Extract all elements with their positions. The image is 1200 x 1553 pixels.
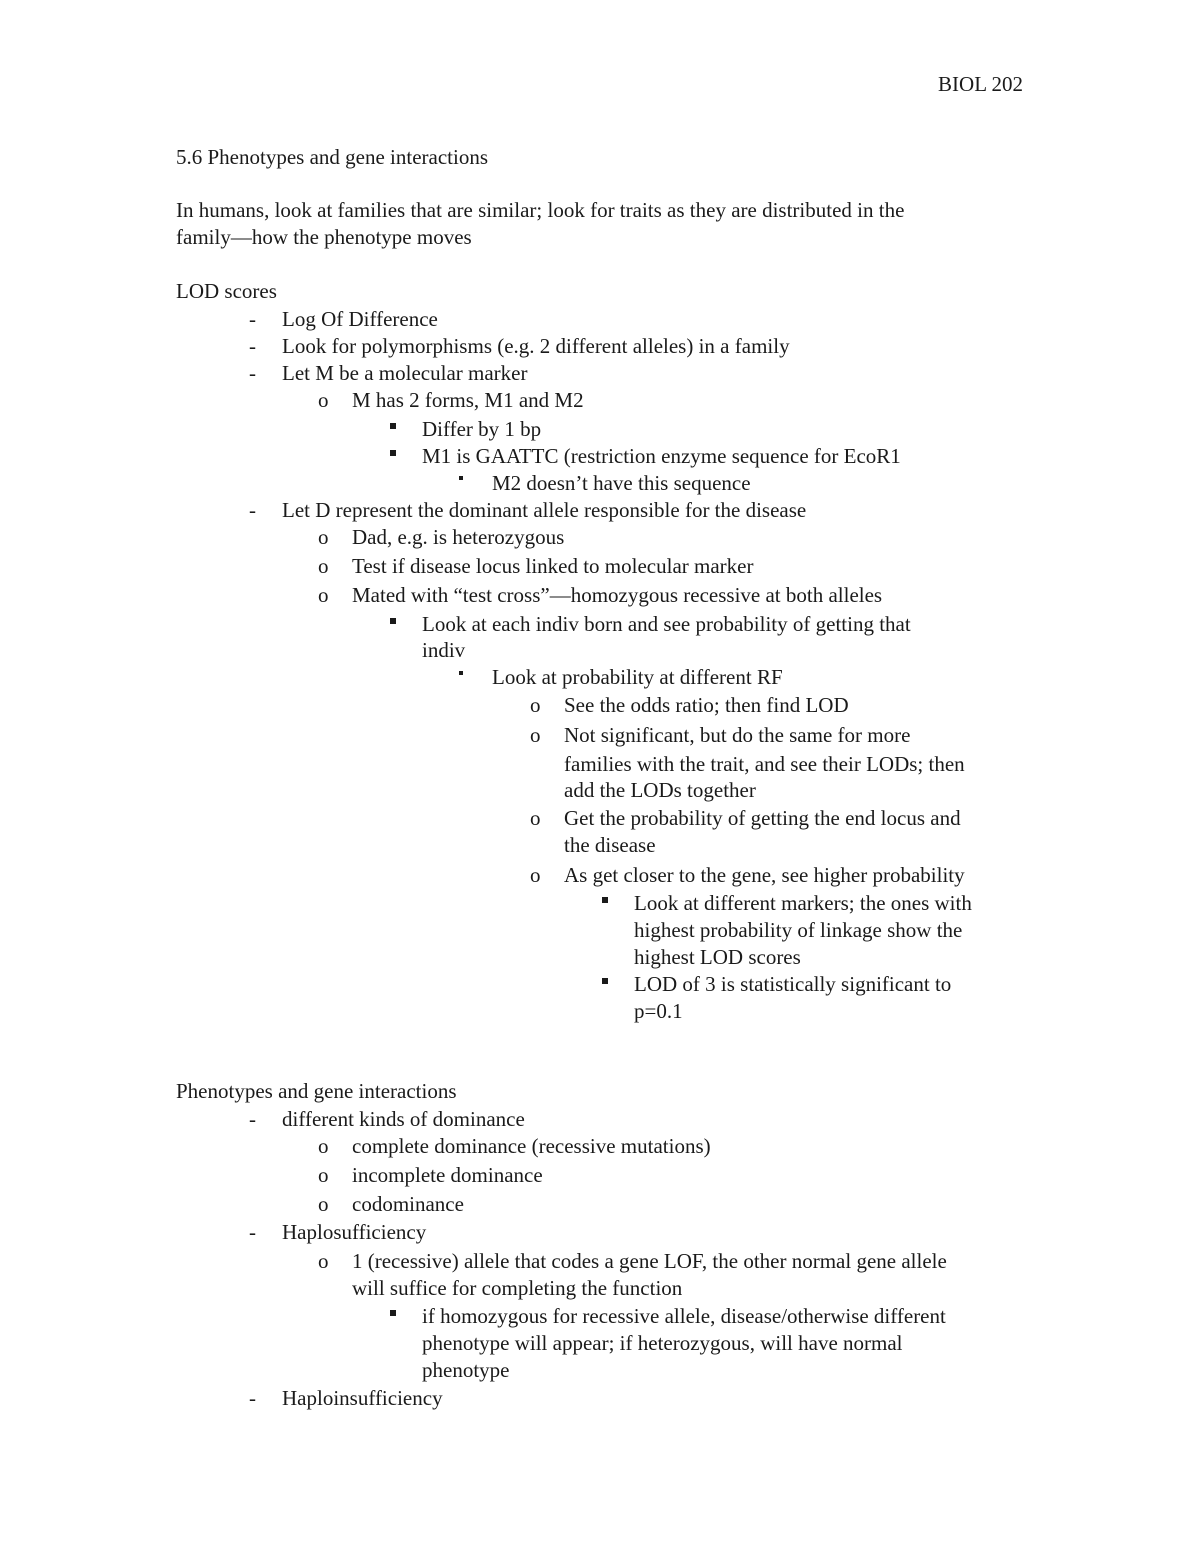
lod-odds-2-line-2: families with the trait, and see their LODs; then [564, 752, 965, 776]
pgi-item-2a1-line-3: phenotype [422, 1358, 510, 1382]
intro-line-2: family—how the phenotype moves [176, 225, 472, 249]
dash-marker: - [249, 1386, 256, 1410]
square-bullet [602, 978, 608, 984]
circle-bullet: o [530, 806, 541, 830]
pgi-item-2: Haplosufficiency [282, 1220, 427, 1244]
pgi-item-1: different kinds of dominance [282, 1107, 525, 1131]
pgi-heading: Phenotypes and gene interactions [176, 1079, 457, 1103]
lod-item-4: Let D represent the dominant allele responsible for the disease [282, 498, 807, 522]
square-bullet [390, 423, 396, 429]
section-title: 5.6 Phenotypes and gene interactions [176, 145, 489, 169]
lod-odds-3-line-2: the disease [564, 833, 656, 857]
lod-odds-4b-line-1: LOD of 3 is statistically significant to [634, 972, 952, 996]
pgi-item-1b: incomplete dominance [352, 1163, 543, 1187]
lod-item-4c1a: Look at probability at different RF [492, 665, 783, 689]
circle-bullet: o [318, 1192, 329, 1216]
small-square-bullet [459, 476, 463, 480]
lod-item-2: Look for polymorphisms (e.g. 2 different alleles) in a family [282, 334, 790, 358]
lod-heading: LOD scores [176, 279, 277, 303]
lod-item-3a: M has 2 forms, M1 and M2 [352, 388, 584, 412]
pgi-item-2a-line-2: will suffice for completing the function [352, 1276, 683, 1300]
lod-odds-1: See the odds ratio; then find LOD [564, 693, 849, 717]
lod-odds-3-line-1: Get the probability of getting the end locus and [564, 806, 961, 830]
lod-odds-4a-line-2: highest probability of linkage show the [634, 918, 963, 942]
small-square-bullet [459, 671, 463, 675]
dash-marker: - [249, 334, 256, 358]
pgi-item-2a-line-1: 1 (recessive) allele that codes a gene LOF, the other normal gene allele [352, 1249, 947, 1273]
circle-bullet: o [318, 554, 329, 578]
lod-item-4b: Test if disease locus linked to molecular marker [352, 554, 754, 578]
lod-item-4a: Dad, e.g. is heterozygous [352, 525, 565, 549]
square-bullet [602, 897, 608, 903]
intro-line-1: In humans, look at families that are similar; look for traits as they are distributed in the [176, 198, 905, 222]
lod-odds-4a-line-1: Look at different markers; the ones with [634, 891, 972, 915]
lod-item-4c1-line-2: indiv [422, 638, 466, 662]
dash-marker: - [249, 1220, 256, 1244]
pgi-item-3: Haploinsufficiency [282, 1386, 443, 1410]
lod-item-4c1-line-1: Look at each indiv born and see probability of getting that [422, 612, 911, 636]
dash-marker: - [249, 307, 256, 331]
circle-bullet: o [318, 1134, 329, 1158]
lod-item-3a2a: M2 doesn’t have this sequence [492, 471, 751, 495]
circle-bullet: o [530, 693, 541, 717]
pgi-item-2a1-line-2: phenotype will appear; if heterozygous, will have normal [422, 1331, 903, 1355]
square-bullet [390, 618, 396, 624]
lod-odds-4a-line-3: highest LOD scores [634, 945, 801, 969]
lod-item-3a2: M1 is GAATTC (restriction enzyme sequence for EcoR1 [422, 444, 901, 468]
square-bullet [390, 1310, 396, 1316]
lod-odds-4: As get closer to the gene, see higher probability [564, 863, 965, 887]
pgi-item-1a: complete dominance (recessive mutations) [352, 1134, 711, 1158]
lod-item-3: Let M be a molecular marker [282, 361, 528, 385]
circle-bullet: o [530, 863, 541, 887]
dash-marker: - [249, 361, 256, 385]
circle-bullet: o [318, 1163, 329, 1187]
lod-item-1: Log Of Difference [282, 307, 438, 331]
pgi-item-1c: codominance [352, 1192, 464, 1216]
lod-item-3a1: Differ by 1 bp [422, 417, 542, 441]
circle-bullet: o [530, 723, 541, 747]
square-bullet [390, 450, 396, 456]
circle-bullet: o [318, 388, 329, 412]
circle-bullet: o [318, 583, 329, 607]
dash-marker: - [249, 498, 256, 522]
lod-odds-4b-line-2: p=0.1 [634, 999, 683, 1023]
dash-marker: - [249, 1107, 256, 1131]
course-header: BIOL 202 [938, 72, 1023, 96]
circle-bullet: o [318, 1249, 329, 1273]
lod-item-4c: Mated with “test cross”—homozygous recessive at both alleles [352, 583, 883, 607]
lod-odds-2-line-1: Not significant, but do the same for more [564, 723, 911, 747]
lod-odds-2-line-3: add the LODs together [564, 778, 756, 802]
pgi-item-2a1-line-1: if homozygous for recessive allele, disease/otherwise different [422, 1304, 946, 1328]
circle-bullet: o [318, 525, 329, 549]
